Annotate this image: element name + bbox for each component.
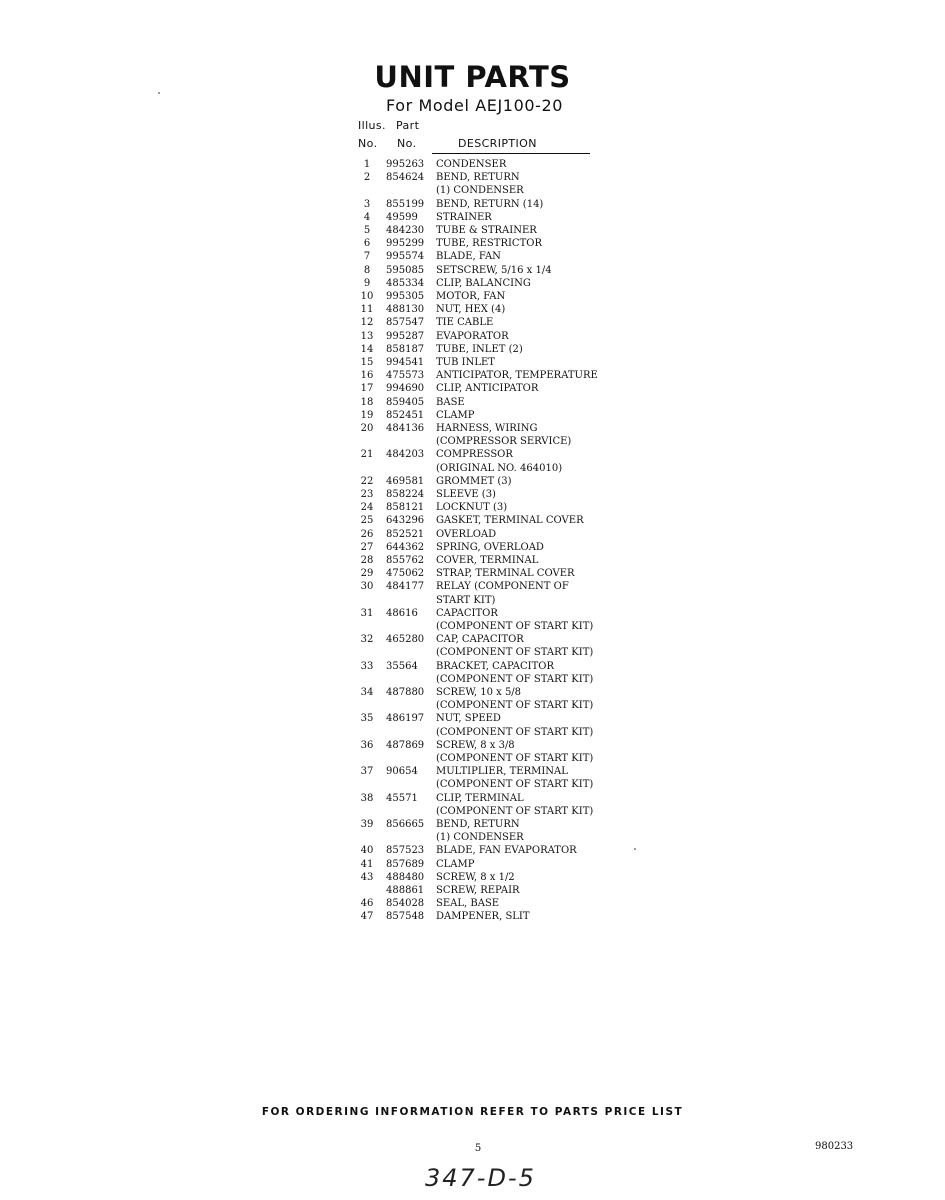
part-number: 854028 bbox=[386, 898, 425, 910]
part-description: SCREW, 10 x 5/8 bbox=[436, 687, 522, 698]
parts-row bbox=[0, 184, 945, 197]
part-number: 995305 bbox=[386, 291, 425, 302]
illus-number: 11 bbox=[360, 304, 374, 316]
parts-row bbox=[0, 422, 945, 435]
part-number: 858224 bbox=[386, 489, 425, 500]
illus-number: 2 bbox=[363, 172, 371, 184]
illus-number: 22 bbox=[360, 475, 374, 487]
part-description: OVERLOAD bbox=[436, 528, 497, 540]
illus-number: 33 bbox=[360, 660, 374, 672]
part-description: SETSCREW, 5/16 x 1/4 bbox=[436, 264, 552, 276]
part-description: LOCKNUT (3) bbox=[436, 502, 508, 514]
part-description: SCREW, REPAIR bbox=[436, 885, 520, 896]
parts-row bbox=[0, 633, 945, 646]
parts-row bbox=[0, 858, 945, 871]
illus-number: 34 bbox=[360, 687, 374, 698]
parts-row bbox=[0, 831, 945, 844]
parts-row bbox=[0, 726, 945, 739]
illus-number: 36 bbox=[360, 739, 374, 751]
parts-row bbox=[0, 897, 945, 910]
part-description: MOTOR, FAN bbox=[436, 291, 506, 302]
part-description: CLIP, BALANCING bbox=[436, 277, 531, 289]
illus-number: 19 bbox=[360, 409, 374, 421]
header-part-no: No. bbox=[397, 137, 417, 150]
part-description: BEND, RETURN (14) bbox=[436, 198, 544, 210]
part-description: (1) CONDENSER bbox=[436, 185, 524, 197]
parts-row bbox=[0, 594, 945, 607]
parts-row bbox=[0, 277, 945, 290]
part-description: (COMPONENT OF START KIT) bbox=[436, 726, 594, 738]
part-number: 488130 bbox=[386, 304, 425, 316]
part-number: 855199 bbox=[386, 198, 425, 210]
parts-row bbox=[0, 580, 945, 593]
parts-row bbox=[0, 541, 945, 554]
part-description: (COMPONENT OF START KIT) bbox=[436, 753, 594, 764]
illus-number: 6 bbox=[363, 238, 371, 250]
part-number: 469581 bbox=[386, 475, 425, 487]
part-number: 45571 bbox=[386, 792, 418, 804]
part-number: 486197 bbox=[386, 713, 425, 725]
parts-row bbox=[0, 844, 945, 857]
part-description: CAP, CAPACITOR bbox=[436, 634, 524, 646]
parts-row bbox=[0, 171, 945, 184]
part-description: START KIT) bbox=[436, 594, 496, 606]
document-code: 980233 bbox=[815, 1141, 854, 1152]
parts-row bbox=[0, 884, 945, 897]
part-description: TIE CABLE bbox=[436, 317, 494, 329]
part-description: CLIP, TERMINAL bbox=[436, 792, 524, 804]
parts-row bbox=[0, 699, 945, 712]
parts-row bbox=[0, 910, 945, 923]
part-description: EVAPORATOR bbox=[436, 330, 509, 342]
illus-number: 37 bbox=[360, 766, 374, 778]
part-number: 857547 bbox=[386, 317, 425, 329]
parts-row bbox=[0, 330, 945, 343]
illus-number: 3 bbox=[363, 198, 371, 210]
part-number: 852451 bbox=[386, 409, 425, 421]
parts-row bbox=[0, 237, 945, 250]
part-description: (COMPONENT OF START KIT) bbox=[436, 673, 594, 685]
part-number: 857523 bbox=[386, 845, 425, 857]
part-number: 858121 bbox=[386, 502, 425, 514]
part-description: NUT, HEX (4) bbox=[436, 304, 506, 316]
part-description: MULTIPLIER, TERMINAL bbox=[436, 766, 568, 778]
part-number: 90654 bbox=[386, 766, 418, 778]
part-number: 484230 bbox=[386, 225, 425, 236]
part-number: 487869 bbox=[386, 739, 425, 751]
part-description: (1) CONDENSER bbox=[436, 832, 524, 844]
part-number: 995574 bbox=[386, 251, 425, 263]
illus-number: 46 bbox=[360, 898, 374, 910]
illus-number: 38 bbox=[360, 792, 374, 804]
illus-number: 24 bbox=[360, 502, 374, 514]
part-number: 484203 bbox=[386, 449, 425, 461]
page-number: 5 bbox=[474, 1143, 482, 1154]
parts-row bbox=[0, 528, 945, 541]
handwritten-note: 347-D-5 bbox=[425, 1164, 536, 1192]
illus-number: 10 bbox=[360, 291, 374, 302]
part-number: 475573 bbox=[386, 370, 425, 382]
parts-row bbox=[0, 211, 945, 224]
part-description: SCREW, 8 x 3/8 bbox=[436, 739, 515, 751]
part-number: 475062 bbox=[386, 568, 425, 580]
part-description: SCREW, 8 x 1/2 bbox=[436, 871, 515, 883]
part-number: 49599 bbox=[386, 211, 418, 223]
illus-number: 39 bbox=[360, 819, 374, 830]
illus-number: 28 bbox=[360, 555, 374, 566]
illus-number: 17 bbox=[360, 383, 374, 395]
illus-number: 4 bbox=[363, 211, 371, 223]
part-number: 484177 bbox=[386, 581, 425, 593]
illus-number: 8 bbox=[363, 264, 371, 276]
illus-number: 1 bbox=[363, 159, 371, 170]
parts-row bbox=[0, 646, 945, 659]
parts-row bbox=[0, 158, 945, 171]
model-subtitle: For Model AEJ100-20 bbox=[386, 96, 564, 115]
illus-number: 5 bbox=[363, 225, 371, 236]
part-description: SEAL, BASE bbox=[436, 898, 500, 910]
part-description: (COMPONENT OF START KIT) bbox=[436, 621, 594, 632]
parts-row bbox=[0, 356, 945, 369]
illus-number: 9 bbox=[363, 277, 371, 289]
header-part: Part bbox=[396, 119, 420, 132]
part-description: (COMPRESSOR SERVICE) bbox=[436, 436, 572, 448]
illus-number: 30 bbox=[360, 581, 374, 593]
parts-row bbox=[0, 686, 945, 699]
part-description: CLAMP bbox=[436, 409, 475, 421]
part-number: 854624 bbox=[386, 172, 425, 184]
illus-number: 43 bbox=[360, 871, 374, 883]
part-number: 995263 bbox=[386, 159, 425, 170]
part-number: 485334 bbox=[386, 277, 425, 289]
part-description: TUB INLET bbox=[436, 357, 495, 368]
part-description: GROMMET (3) bbox=[436, 475, 512, 487]
part-description: BASE bbox=[436, 396, 465, 408]
part-description: BEND, RETURN bbox=[436, 819, 520, 830]
part-description: (COMPONENT OF START KIT) bbox=[436, 779, 594, 791]
parts-row bbox=[0, 660, 945, 673]
parts-row bbox=[0, 514, 945, 527]
illus-number: 13 bbox=[360, 330, 374, 342]
part-description: BLADE, FAN EVAPORATOR bbox=[436, 845, 577, 857]
part-number: 859405 bbox=[386, 396, 425, 408]
parts-row bbox=[0, 792, 945, 805]
parts-row bbox=[0, 409, 945, 422]
part-description: SLEEVE (3) bbox=[436, 489, 496, 500]
part-number: 465280 bbox=[386, 634, 425, 646]
part-number: 595085 bbox=[386, 264, 425, 276]
page-title: UNIT PARTS bbox=[374, 60, 571, 94]
part-description: (COMPONENT OF START KIT) bbox=[436, 805, 594, 817]
parts-row bbox=[0, 778, 945, 791]
part-description: (COMPONENT OF START KIT) bbox=[436, 700, 594, 712]
part-description: COVER, TERMINAL bbox=[436, 555, 539, 566]
parts-row bbox=[0, 435, 945, 448]
parts-row bbox=[0, 752, 945, 765]
part-number: 857548 bbox=[386, 911, 425, 923]
scan-speck bbox=[634, 848, 636, 850]
illus-number: 12 bbox=[360, 317, 374, 329]
illus-number: 7 bbox=[363, 251, 371, 263]
parts-row bbox=[0, 224, 945, 237]
header-illus-no: No. bbox=[358, 137, 378, 150]
parts-row bbox=[0, 264, 945, 277]
parts-row bbox=[0, 871, 945, 884]
part-number: 852521 bbox=[386, 528, 425, 540]
parts-row bbox=[0, 475, 945, 488]
part-description: GASKET, TERMINAL COVER bbox=[436, 515, 584, 527]
illus-number: 27 bbox=[360, 541, 374, 553]
part-description: CONDENSER bbox=[436, 159, 507, 170]
parts-row bbox=[0, 382, 945, 395]
illus-number: 31 bbox=[360, 607, 374, 619]
illus-number: 15 bbox=[360, 357, 374, 368]
part-description: HARNESS, WIRING bbox=[436, 423, 538, 434]
part-number: 994541 bbox=[386, 357, 425, 368]
parts-row bbox=[0, 805, 945, 818]
scan-speck bbox=[158, 92, 160, 94]
illus-number: 35 bbox=[360, 713, 374, 725]
parts-row bbox=[0, 396, 945, 409]
part-number: 855762 bbox=[386, 555, 425, 566]
part-number: 484136 bbox=[386, 423, 425, 434]
part-description: TUBE, INLET (2) bbox=[436, 343, 523, 355]
illus-number: 14 bbox=[360, 343, 374, 355]
illus-number: 25 bbox=[360, 515, 374, 527]
illus-number: 16 bbox=[360, 370, 374, 382]
part-description: TUBE, RESTRICTOR bbox=[436, 238, 542, 250]
part-description: CLIP, ANTICIPATOR bbox=[436, 383, 539, 395]
parts-row bbox=[0, 712, 945, 725]
parts-row bbox=[0, 448, 945, 461]
part-number: 856665 bbox=[386, 819, 425, 830]
parts-row bbox=[0, 607, 945, 620]
part-number: 487880 bbox=[386, 687, 425, 698]
part-description: (ORIGINAL NO. 464010) bbox=[436, 462, 563, 474]
header-illus: Illus. bbox=[358, 119, 386, 132]
part-number: 857689 bbox=[386, 858, 425, 870]
part-description: NUT, SPEED bbox=[436, 713, 501, 725]
part-number: 995287 bbox=[386, 330, 425, 342]
parts-row bbox=[0, 462, 945, 475]
parts-row bbox=[0, 567, 945, 580]
illus-number: 40 bbox=[360, 845, 374, 857]
part-description: STRAP, TERMINAL COVER bbox=[436, 568, 575, 580]
part-number: 488861 bbox=[386, 885, 425, 896]
part-description: BRACKET, CAPACITOR bbox=[436, 660, 554, 672]
illus-number: 26 bbox=[360, 528, 374, 540]
part-number: 995299 bbox=[386, 238, 425, 250]
part-description: CAPACITOR bbox=[436, 607, 498, 619]
illus-number: 47 bbox=[360, 911, 374, 923]
part-number: 994690 bbox=[386, 383, 425, 395]
parts-row bbox=[0, 198, 945, 211]
parts-row bbox=[0, 620, 945, 633]
parts-row bbox=[0, 554, 945, 567]
illus-number: 32 bbox=[360, 634, 374, 646]
part-description: CLAMP bbox=[436, 858, 475, 870]
part-description: SPRING, OVERLOAD bbox=[436, 541, 544, 553]
part-description: DAMPENER, SLIT bbox=[436, 911, 530, 923]
part-description: COMPRESSOR bbox=[436, 449, 513, 461]
parts-row bbox=[0, 488, 945, 501]
ordering-footer: FOR ORDERING INFORMATION REFER TO PARTS PRICE LIST bbox=[261, 1106, 684, 1118]
header-description: DESCRIPTION bbox=[458, 137, 537, 150]
header-rule bbox=[432, 153, 590, 154]
part-number: 35564 bbox=[386, 660, 418, 672]
parts-row bbox=[0, 343, 945, 356]
parts-row bbox=[0, 765, 945, 778]
illus-number: 18 bbox=[360, 396, 374, 408]
parts-row bbox=[0, 739, 945, 752]
part-description: (COMPONENT OF START KIT) bbox=[436, 647, 594, 659]
part-number: 858187 bbox=[386, 343, 425, 355]
illus-number: 41 bbox=[360, 858, 374, 870]
part-number: 643296 bbox=[386, 515, 425, 527]
illus-number: 29 bbox=[360, 568, 374, 580]
part-number: 48616 bbox=[386, 607, 418, 619]
parts-row bbox=[0, 316, 945, 329]
parts-row bbox=[0, 818, 945, 831]
illus-number: 20 bbox=[360, 423, 374, 434]
parts-row bbox=[0, 290, 945, 303]
part-description: STRAINER bbox=[436, 211, 492, 223]
parts-row bbox=[0, 303, 945, 316]
part-number: 488480 bbox=[386, 871, 425, 883]
parts-row bbox=[0, 369, 945, 382]
illus-number: 21 bbox=[360, 449, 374, 461]
parts-row bbox=[0, 250, 945, 263]
part-description: TUBE & STRAINER bbox=[436, 225, 537, 236]
part-description: BEND, RETURN bbox=[436, 172, 520, 184]
parts-row bbox=[0, 501, 945, 514]
part-description: ANTICIPATOR, TEMPERATURE bbox=[436, 370, 598, 382]
parts-row bbox=[0, 673, 945, 686]
part-description: RELAY (COMPONENT OF bbox=[436, 581, 569, 593]
illus-number: 23 bbox=[360, 489, 374, 500]
part-description: BLADE, FAN bbox=[436, 251, 501, 263]
part-number: 644362 bbox=[386, 541, 425, 553]
